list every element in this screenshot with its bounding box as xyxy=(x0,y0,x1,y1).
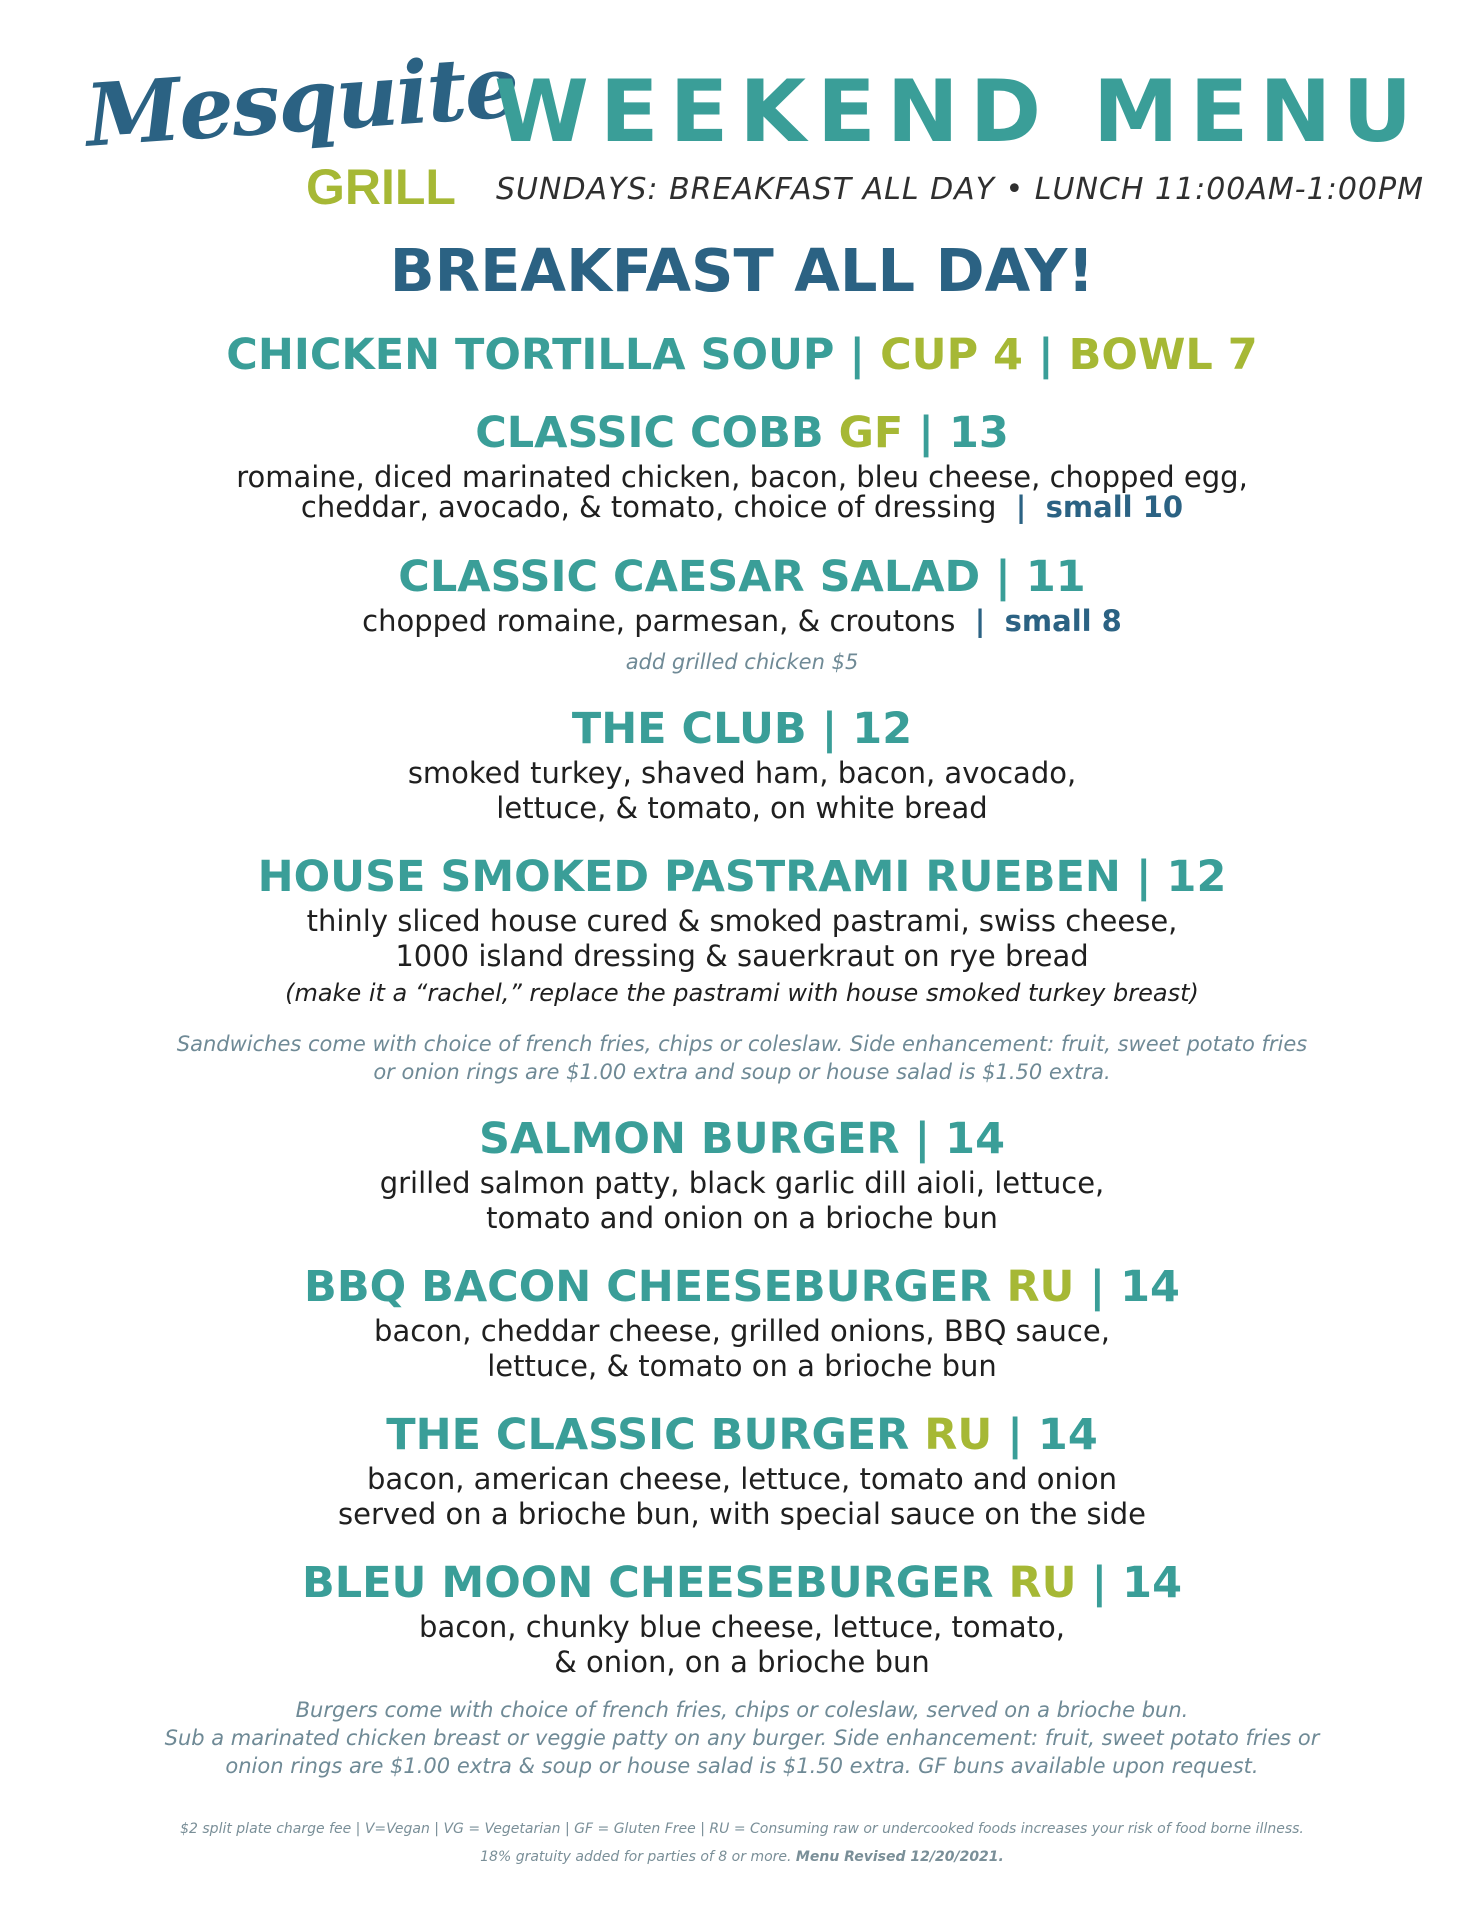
cobb-desc-line-1: romaine, diced marinated chicken, bacon, bleu cheese, chopped egg, xyxy=(236,460,1248,494)
burger-note-line-1: Burgers come with choice of french fries, chips or coleslaw, served on a brioche bun. xyxy=(295,1698,1189,1722)
caesar-small-price: small 8 xyxy=(1004,604,1122,638)
cobb-title xyxy=(0,408,1484,458)
footer-line-1: $2 split plate charge fee | V=Vegan | VG = Vegetarian | GF = Gluten Free | RU = Consuming raw or undercooked foods increases your risk of food borne illness. xyxy=(180,1821,1304,1837)
menu-header xyxy=(0,0,1484,230)
club-title: THE CLUB | 12 xyxy=(571,704,913,754)
salmon-desc-line-1: grilled salmon patty, black garlic dill aioli, lettuce, xyxy=(379,1166,1105,1200)
burger-note-line-3: onion rings are $1.00 extra & soup or house salad is $1.50 extra. GF buns available upon request. xyxy=(225,1754,1259,1778)
classic-burger-title xyxy=(0,1410,1484,1460)
classic-burger-price: | 14 xyxy=(992,1410,1098,1460)
cobb-tag: GF xyxy=(838,408,904,458)
footer-gratuity: 18% gratuity added for parties of 8 or more. xyxy=(480,1849,792,1865)
classic-burger-name: THE CLASSIC BURGER xyxy=(386,1410,925,1460)
caesar-title: CLASSIC CAESAR SALAD | 11 xyxy=(398,552,1086,602)
salmon-desc-line-2: tomato and onion on a brioche bun xyxy=(486,1201,998,1235)
salmon-title: SALMON BURGER | 14 xyxy=(478,1114,1005,1164)
club-desc-line-2: lettuce, & tomato, on white bread xyxy=(496,791,988,825)
sandwich-note-line-1: Sandwiches come with choice of french fries, chips or coleslaw. Side enhancement: fruit, sweet potato fries xyxy=(176,1032,1308,1056)
bbq-desc-line-2: lettuce, & tomato on a brioche bun xyxy=(487,1349,997,1383)
bbq-name: BBQ BACON CHEESEBURGER xyxy=(304,1262,1007,1312)
bleu-moon-desc-line-2: & onion, on a brioche bun xyxy=(554,1645,930,1679)
sandwich-note-line-2: or onion rings are $1.00 extra and soup or house salad is $1.50 extra. xyxy=(373,1060,1111,1084)
bleu-moon-tag: RU xyxy=(1008,1558,1077,1608)
classic-burger-desc-line-2: served on a brioche bun, with special sauce on the side xyxy=(338,1497,1146,1531)
logo-grill-text: GRILL xyxy=(306,159,456,215)
rueben-desc-line-1: thinly sliced house cured & smoked pastrami, swiss cheese, xyxy=(306,904,1178,938)
cobb-small-price: small 10 xyxy=(1045,490,1184,524)
bleu-moon-price: | 14 xyxy=(1076,1558,1182,1608)
cobb-price: | 13 xyxy=(903,408,1009,458)
breakfast-banner: BREAKFAST ALL DAY! xyxy=(389,236,1095,305)
classic-burger-tag: RU xyxy=(924,1410,993,1460)
soup-name: CHICKEN TORTILLA SOUP xyxy=(226,330,835,380)
cobb-pipe: | xyxy=(1005,490,1037,524)
footer-revised: Menu Revised 12/20/2021. xyxy=(795,1849,1004,1865)
cobb-desc-line-2 xyxy=(0,490,1484,525)
bleu-moon-name: BLEU MOON CHEESEBURGER xyxy=(302,1558,1009,1608)
caesar-desc-line-1 xyxy=(0,604,1484,639)
footer-line-2 xyxy=(0,1842,1484,1872)
rueben-desc-line-3: (make it a “rachel,” replace the pastrami with house smoked turkey breast) xyxy=(285,979,1199,1007)
soup-sep-2: | xyxy=(1022,330,1069,380)
classic-burger-desc-line-1: bacon, american cheese, lettuce, tomato and onion xyxy=(366,1462,1118,1496)
soup-title xyxy=(0,330,1484,380)
club-desc-line-1: smoked turkey, shaved ham, bacon, avocado, xyxy=(407,756,1077,790)
cobb-desc-text: cheddar, avocado, & tomato, choice of dressing xyxy=(300,490,997,524)
soup-sep-1: | xyxy=(834,330,881,380)
bleu-moon-title xyxy=(0,1558,1484,1608)
burger-note-line-2: Sub a marinated chicken breast or veggie patty on any burger. Side enhancement: fruit, sweet potato fries or xyxy=(164,1726,1320,1750)
logo-script-text: Mesquite xyxy=(82,35,521,167)
soup-cup-price: CUP 4 xyxy=(880,330,1023,380)
menu-subtitle: SUNDAYS: BREAKFAST ALL DAY • LUNCH 11:00AM-1:00PM xyxy=(496,172,1424,207)
caesar-pipe: | xyxy=(964,604,996,638)
menu-title: WEEKEND MENU xyxy=(494,62,1424,162)
soup-bowl-price: BOWL 7 xyxy=(1068,330,1258,380)
bleu-moon-desc-line-1: bacon, chunky blue cheese, lettuce, tomato, xyxy=(419,1610,1065,1644)
bbq-price: | 14 xyxy=(1074,1262,1180,1312)
rueben-desc-line-2: 1000 island dressing & sauerkraut on rye bread xyxy=(395,939,1089,973)
caesar-note: add grilled chicken $5 xyxy=(625,650,859,674)
bbq-title xyxy=(0,1262,1484,1312)
caesar-desc-text: chopped romaine, parmesan, & croutons xyxy=(362,604,956,638)
cobb-name: CLASSIC COBB xyxy=(475,408,839,458)
bbq-desc-line-1: bacon, cheddar cheese, grilled onions, BBQ sauce, xyxy=(374,1314,1110,1348)
rueben-title: HOUSE SMOKED PASTRAMI RUEBEN | 12 xyxy=(257,852,1227,902)
bbq-tag: RU xyxy=(1006,1262,1075,1312)
